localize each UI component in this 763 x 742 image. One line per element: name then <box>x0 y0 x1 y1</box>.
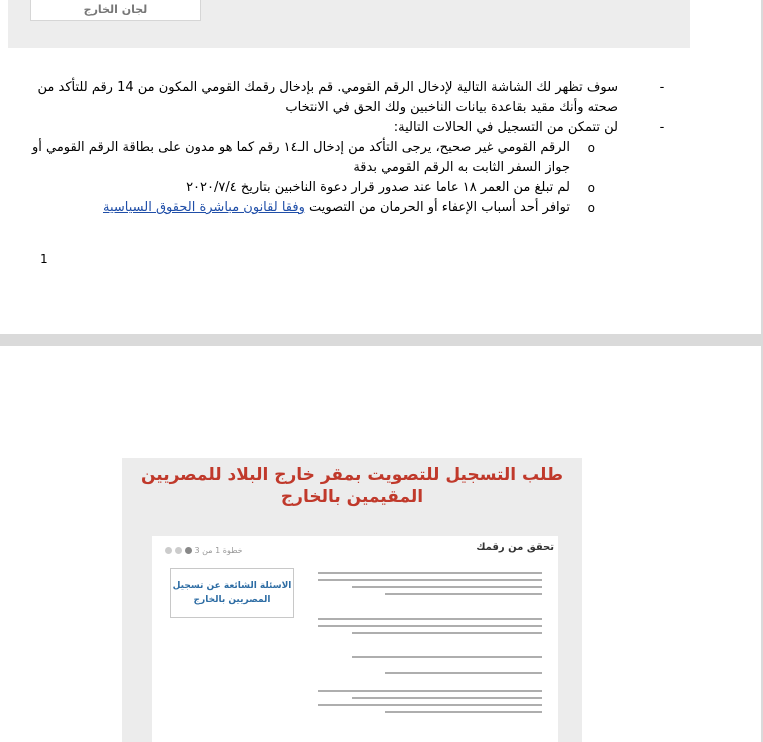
screenshot-title-line2: المقيمين بالخارج <box>280 487 424 507</box>
document-page-1 <box>0 0 761 334</box>
text-line <box>352 632 542 634</box>
text-line <box>318 579 542 581</box>
bullet-item <box>30 118 665 138</box>
top-box-label: لجان الخارج <box>30 0 201 21</box>
step-dot-icon <box>165 547 172 554</box>
step-dot-active-icon <box>185 547 192 554</box>
text-line <box>352 697 542 699</box>
step-indicator <box>162 546 243 555</box>
text-line <box>318 618 542 620</box>
embedded-registration-screenshot <box>122 458 582 742</box>
text-line <box>385 593 542 595</box>
sub-bullet-text: الرقم القومي غير صحيح، يرجى التأكد من إدخال الـ١٤ رقم كما هو مدون على بطاقة الرقم القومي أو جواز السفر الثابت به الرقم القومي بدقة <box>31 140 570 175</box>
sub-bullet-item <box>30 138 642 178</box>
embedded-screenshot-top <box>8 0 690 48</box>
steps-label: خطوة 1 من 3 <box>194 546 243 555</box>
bullet-item <box>30 78 665 118</box>
sub-bullet-item <box>30 178 642 198</box>
bullet-text: سوف تظهر لك الشاشة التالية لإدخال الرقم القومي. قم بإدخال رقمك القومي المكون من 14 رقم للتأكد من صحته وأنك مقيد بقاعدة بيانات الناخبين ولك الحق في الانتخاب <box>37 80 618 115</box>
sub-bullet-item <box>30 198 642 218</box>
text-line <box>318 704 542 706</box>
text-line <box>385 711 542 713</box>
sub-bullet-text: لم تبلغ من العمر ١٨ عاما عند صدور قرار دعوة الناخبين بتاريخ ٢٠٢٠/٧/٤ <box>186 180 570 195</box>
document-page-2 <box>0 346 761 742</box>
circle-marker: o <box>587 181 595 195</box>
page-separator <box>0 334 763 346</box>
text-line <box>352 656 542 658</box>
dash-marker: - <box>659 80 665 95</box>
screenshot-title <box>122 464 582 508</box>
page-number: 1 <box>40 252 48 266</box>
step-dot-icon <box>175 547 182 554</box>
circle-marker: o <box>587 201 595 215</box>
text-line <box>385 672 542 674</box>
sub-bullet-text: توافر أحد أسباب الإعفاء أو الحرمان من التصويت <box>304 200 570 215</box>
political-rights-law-link[interactable]: وفقا لقانون مباشرة الحقوق السياسية <box>103 200 305 215</box>
circle-marker: o <box>587 141 595 155</box>
document-body <box>30 78 665 218</box>
text-line <box>318 690 542 692</box>
text-line <box>318 572 542 574</box>
faq-button: الاسئلة الشائعة عن تسجيل المصريين بالخارج <box>170 568 294 618</box>
screenshot-title-line1: طلب التسجيل للتصويت بمقر خارج البلاد للمصريين <box>140 465 564 485</box>
screenshot-section-heading: تحقق من رقمك <box>476 542 554 553</box>
dash-marker: - <box>659 120 665 135</box>
text-line <box>352 586 542 588</box>
bullet-text: لن تتمكن من التسجيل في الحالات التالية: <box>393 120 618 135</box>
text-line <box>318 625 542 627</box>
